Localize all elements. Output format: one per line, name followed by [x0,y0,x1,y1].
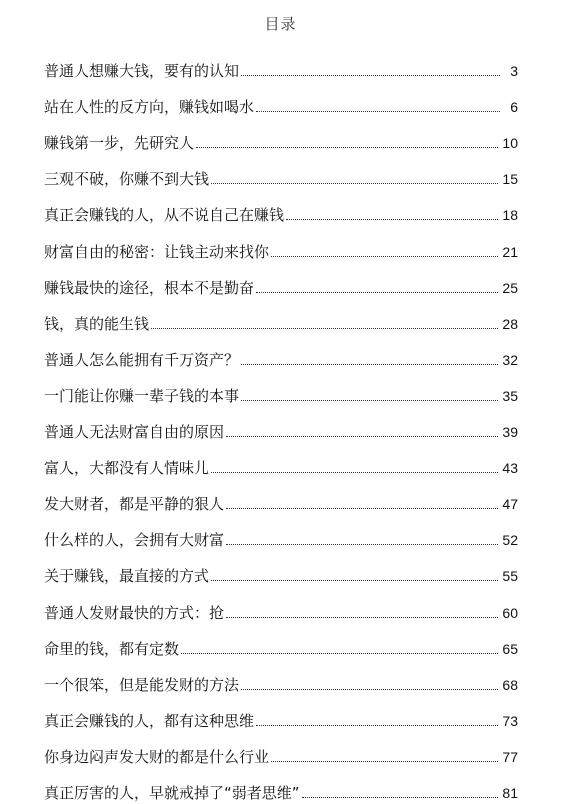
toc-entry-page-number: 3 [510,63,518,80]
toc-entry-title: 命里的钱，都有定数 [44,639,180,658]
toc-entry[interactable] [44,407,518,443]
toc-entry-page-number: 81 [502,784,518,801]
toc-entry-title: 赚钱最快的途径，根本不是勤奋 [44,278,255,297]
toc-entry-title: 赚钱第一步，先研究人 [44,134,195,153]
toc-entry-title: 普通人想赚大钱，要有的认知 [44,62,240,81]
toc-dot-leader [226,544,498,545]
toc-dot-leader [211,580,498,581]
toc-entry-page-number: 43 [502,460,518,477]
toc-entry[interactable] [44,515,518,551]
toc-entry[interactable] [44,768,518,804]
toc-entry-page-number: 55 [502,568,518,585]
toc-dot-leader [271,761,498,762]
toc-dot-leader [256,725,498,726]
toc-entry[interactable] [44,118,518,154]
toc-entry-title: 钱，真的能生钱 [44,314,150,333]
toc-entry-page-number: 35 [502,387,518,404]
toc-dot-leader [241,689,498,690]
toc-dot-leader [211,472,498,473]
toc-entry[interactable] [44,624,518,660]
toc-entry-title: 富人，大都没有人情味儿 [44,459,210,478]
toc-entry[interactable] [44,335,518,371]
toc-dot-leader [241,75,500,76]
toc-entry-page-number: 28 [502,315,518,332]
toc-entry-page-number: 77 [502,748,518,765]
toc-entry-title: 什么样的人，会拥有大财富 [44,531,225,550]
toc-entry[interactable] [44,479,518,515]
toc-entry-page-number: 68 [502,676,518,693]
toc-entry-page-number: 39 [502,424,518,441]
toc-entry[interactable] [44,587,518,623]
toc-dot-leader [151,328,498,329]
toc-entry-page-number: 52 [502,532,518,549]
toc-entry[interactable] [44,732,518,768]
toc-entry[interactable] [44,443,518,479]
toc-dot-leader [256,111,500,112]
toc-dot-leader [241,400,498,401]
toc-entry-title: 站在人性的反方向，赚钱如喝水 [44,98,255,117]
toc-entry-page-number: 65 [502,640,518,657]
toc-entry[interactable] [44,696,518,732]
toc-dot-leader [211,183,498,184]
toc-dot-leader [302,797,499,798]
toc-entry-page-number: 25 [502,279,518,296]
toc-entry-title: 你身边闷声发大财的都是什么行业 [44,747,270,766]
toc-entry[interactable] [44,551,518,587]
toc-entry-page-number: 32 [502,351,518,368]
toc-dot-leader [226,436,498,437]
toc-entry[interactable] [44,82,518,118]
toc-entry-page-number: 10 [502,135,518,152]
toc-entry[interactable] [44,190,518,226]
toc-entry[interactable] [44,226,518,262]
toc-entry-page-number: 73 [502,712,518,729]
toc-list [44,46,518,804]
toc-dot-leader [196,147,498,148]
toc-entry-page-number: 60 [502,604,518,621]
toc-entry[interactable] [44,154,518,190]
toc-entry-title: 关于赚钱，最直接的方式 [44,567,210,586]
toc-entry-page-number: 15 [502,171,518,188]
toc-entry-title: 真正会赚钱的人，从不说自己在赚钱 [44,206,285,225]
toc-entry-title: 三观不破，你赚不到大钱 [44,170,210,189]
toc-entry-title: 普通人怎么能拥有千万资产？ [44,350,240,369]
toc-entry[interactable] [44,299,518,335]
toc-entry[interactable] [44,46,518,82]
toc-entry-page-number: 18 [502,207,518,224]
toc-entry-title: 财富自由的秘密：让钱主动来找你 [44,242,270,261]
toc-entry-title: 普通人发财最快的方式：抢 [44,603,225,622]
toc-entry-page-number: 6 [510,99,518,116]
toc-entry-title: 发大财者，都是平静的狠人 [44,495,225,514]
toc-dot-leader [256,292,498,293]
toc-entry-title: 普通人无法财富自由的原因 [44,423,225,442]
toc-entry[interactable] [44,371,518,407]
toc-entry-title: 一门能让你赚一辈子钱的本事 [44,386,240,405]
toc-entry-title: 真正会赚钱的人，都有这种思维 [44,711,255,730]
toc-title: 目录 [264,15,297,33]
toc-dot-leader [286,219,498,220]
toc-entry[interactable] [44,263,518,299]
toc-entry-title: 一个很笨，但是能发财的方法 [44,675,240,694]
toc-entry-page-number: 21 [502,243,518,260]
toc-dot-leader [271,256,498,257]
toc-dot-leader [226,508,498,509]
toc-dot-leader [241,364,498,365]
toc-entry-title: 真正厉害的人，早就戒掉了“弱者思维” [44,783,300,802]
toc-dot-leader [181,653,498,654]
toc-entry[interactable] [44,660,518,696]
toc-dot-leader [226,617,498,618]
toc-entry-page-number: 47 [502,496,518,513]
